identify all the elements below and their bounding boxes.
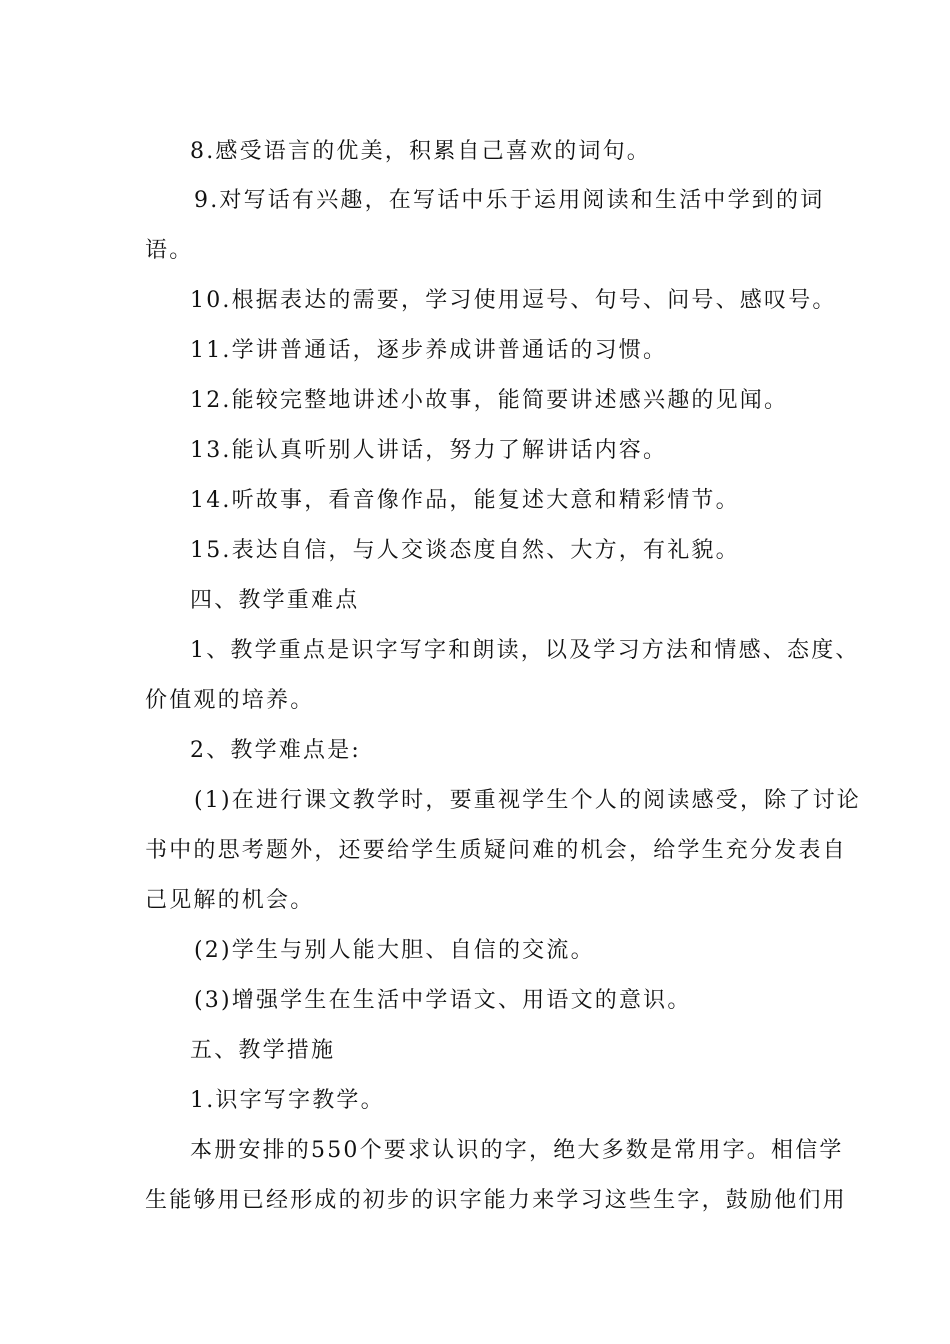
- text-line-difficulty-heading: 2、教学难点是:: [190, 738, 362, 763]
- section-heading-measures: 五、教学措施: [190, 1038, 336, 1063]
- text-line-key-point-1: 1、教学重点是识字写字和朗读，以及学习方法和情感、态度、: [190, 638, 860, 663]
- text-line-difficulty-1: (1)在进行课文教学时，要重视学生个人的阅读感受，除了讨论: [194, 788, 861, 813]
- text-line-item-10: 10.根据表达的需要，学习使用逗号、句号、问号、感叹号。: [190, 288, 837, 313]
- text-line-measure-1: 1.识字写字教学。: [190, 1088, 385, 1113]
- section-heading-key-points: 四、教学重难点: [190, 588, 360, 613]
- text-line-key-point-1-continued: 价值观的培养。: [145, 688, 315, 713]
- text-line-difficulty-2: (2)学生与别人能大胆、自信的交流。: [194, 938, 595, 963]
- text-line-difficulty-1-continued-2: 己见解的机会。: [145, 888, 315, 913]
- text-line-difficulty-1-continued: 书中的思考题外，还要给学生质疑问难的机会，给学生充分发表自: [145, 838, 847, 863]
- text-line-measure-1-body-continued: 生能够用已经形成的初步的识字能力来学习这些生字，鼓励他们用: [145, 1188, 847, 1213]
- text-line-item-13: 13.能认真听别人讲话，努力了解讲话内容。: [190, 438, 668, 463]
- text-line-item-8: 8.感受语言的优美，积累自己喜欢的词句。: [190, 139, 651, 164]
- text-line-item-15: 15.表达自信，与人交谈态度自然、大方，有礼貌。: [190, 538, 740, 563]
- text-line-item-12: 12.能较完整地讲述小故事，能简要讲述感兴趣的见闻。: [190, 388, 789, 413]
- text-line-item-11: 11.学讲普通话，逐步养成讲普通话的习惯。: [190, 338, 668, 363]
- text-line-item-14: 14.听故事，看音像作品，能复述大意和精彩情节。: [190, 488, 740, 513]
- text-line-measure-1-body: 本册安排的550个要求认识的字，绝大多数是常用字。相信学: [190, 1138, 844, 1163]
- text-line-difficulty-3: (3)增强学生在生活中学语文、用语文的意识。: [194, 988, 692, 1013]
- text-line-item-9-continued: 语。: [145, 238, 194, 263]
- text-line-item-9: 9.对写话有兴趣，在写话中乐于运用阅读和生活中学到的词: [194, 188, 825, 213]
